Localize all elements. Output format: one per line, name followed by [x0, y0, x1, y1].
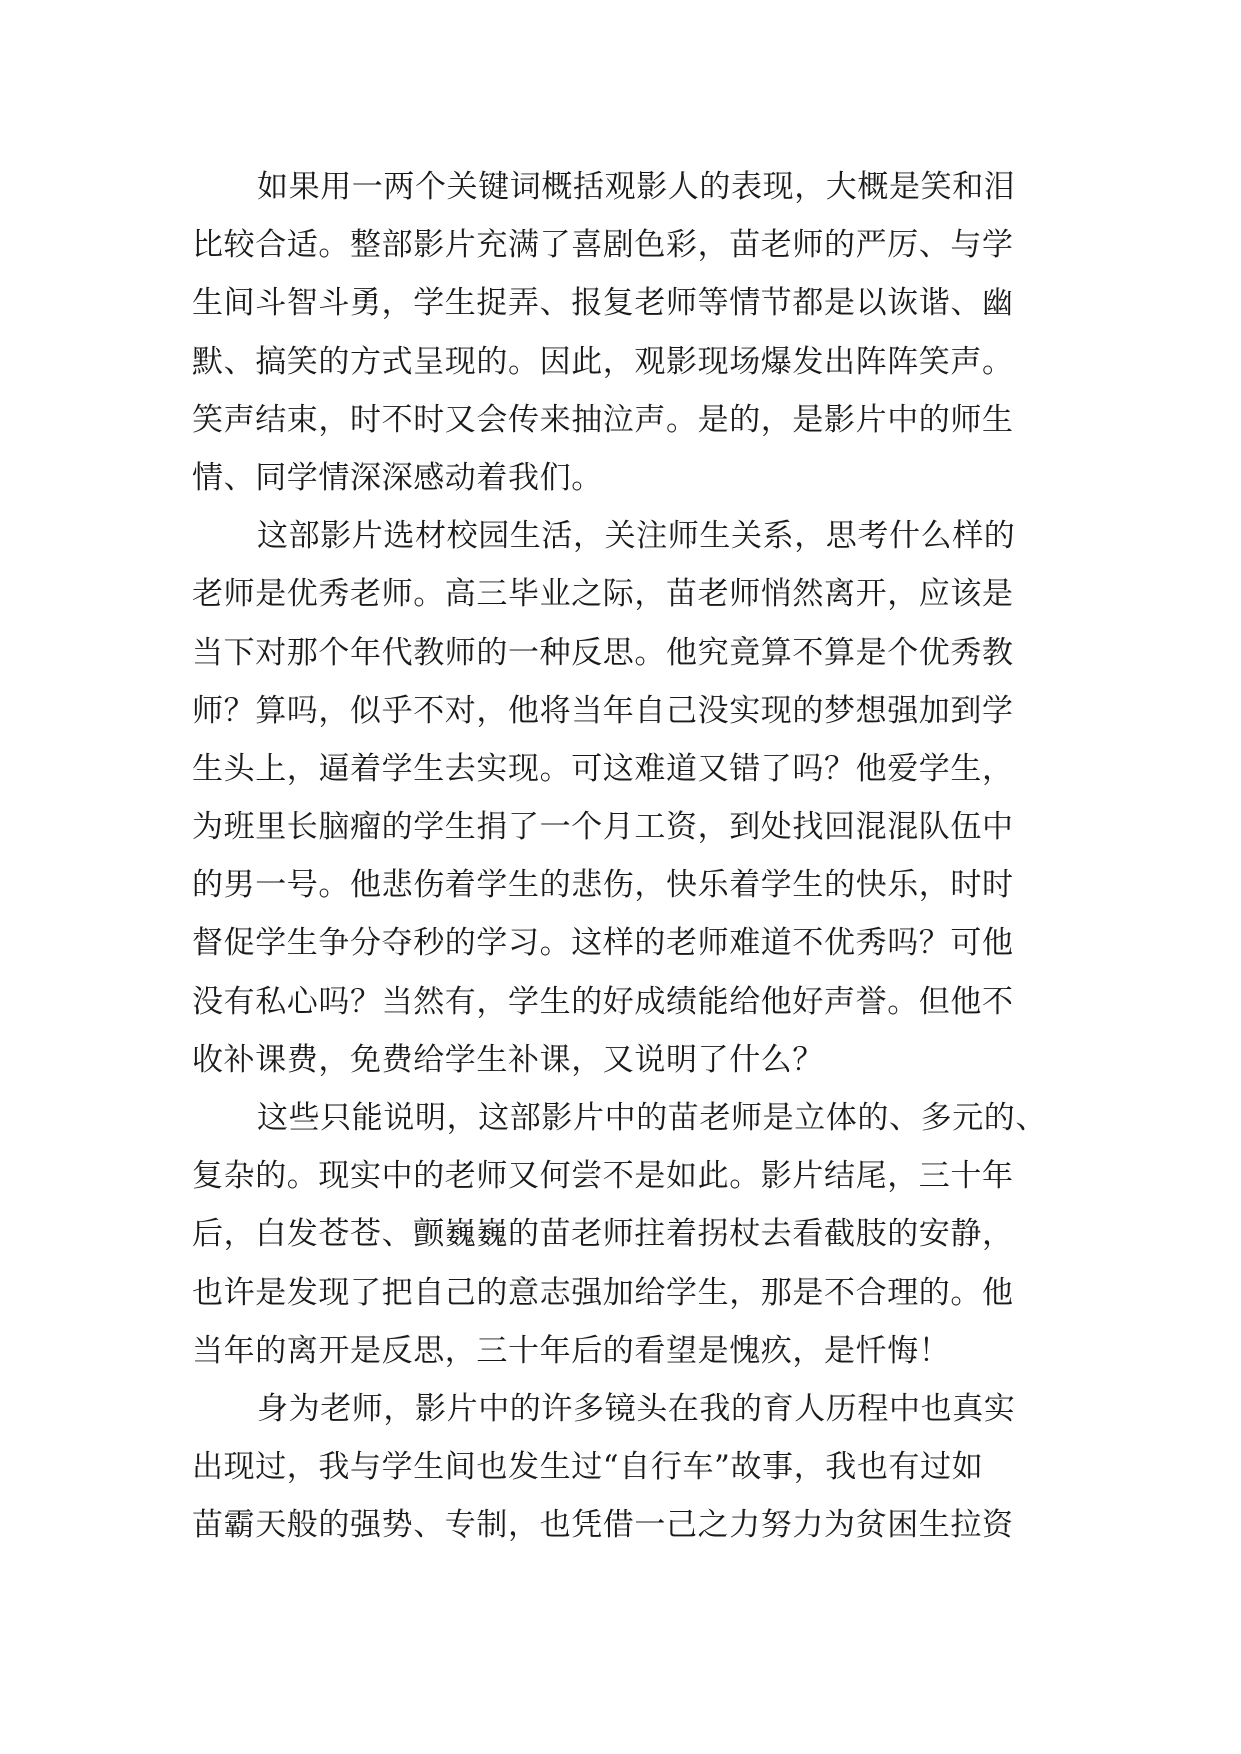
text-line: 老师是优秀老师。高三毕业之际，苗老师悄然离开，应该是: [192, 576, 1014, 613]
text-line: 情、同学情深深感动着我们。: [192, 459, 603, 496]
text-line: 当下对那个年代教师的一种反思。他究竟算不算是个优秀教: [192, 634, 1014, 671]
text-line: 这部影片选材校园生活，关注师生关系，思考什么样的: [257, 518, 1016, 555]
text-line: 也许是发现了把自己的意志强加给学生，那是不合理的。他: [192, 1274, 1014, 1311]
text-line: 督促学生争分夺秒的学习。这样的老师难道不优秀吗？可他: [192, 925, 1014, 962]
text-line: 生间斗智斗勇，学生捉弄、报复老师等情节都是以诙谐、幽: [192, 285, 1014, 322]
text-line: 生头上，逼着学生去实现。可这难道又错了吗？他爱学生，: [192, 750, 1014, 787]
text-line: 的男一号。他悲伤着学生的悲伤，快乐着学生的快乐，时时: [192, 867, 1014, 904]
text-line: 如果用一两个关键词概括观影人的表现，大概是笑和泪: [257, 169, 1016, 205]
text-line: 师？算吗，似乎不对，他将当年自己没实现的梦想强加到学: [192, 692, 1014, 729]
text-line: 收补课费，免费给学生补课，又说明了什么？: [192, 1041, 824, 1078]
text-line: 出现过，我与学生间也发生过“自行车”故事，我也有过如: [192, 1449, 984, 1486]
body-text: [192, 158, 1052, 1555]
text-line: 身为老师，影片中的许多镜头在我的育人历程中也真实: [257, 1390, 1016, 1427]
text-line: 比较合适。整部影片充满了喜剧色彩，苗老师的严厉、与学: [192, 227, 1014, 264]
text-line: 复杂的。现实中的老师又何尝不是如此。影片结尾，三十年: [192, 1158, 1014, 1195]
text-line: 这些只能说明，这部影片中的苗老师是立体的、多元的、: [257, 1100, 1047, 1136]
text-line: 为班里长脑瘤的学生捐了一个月工资，到处找回混混队伍中: [192, 809, 1014, 846]
text-line: 笑声结束，时不时又会传来抽泣声。是的，是影片中的师生: [192, 401, 1014, 438]
text-line: 默、搞笑的方式呈现的。因此，观影现场爆发出阵阵笑声。: [192, 343, 1014, 380]
text-line: 没有私心吗？当然有，学生的好成绩能给他好声誉。但他不: [192, 983, 1014, 1020]
text-line: 苗霸天般的强势、专制，也凭借一己之力努力为贫困生拉资: [192, 1507, 1014, 1544]
text-line: 后，白发苍苍、颤巍巍的苗老师拄着拐杖去看截肢的安静，: [192, 1216, 1014, 1253]
text-line: 当年的离开是反思，三十年后的看望是愧疚，是忏悔！: [192, 1332, 951, 1369]
